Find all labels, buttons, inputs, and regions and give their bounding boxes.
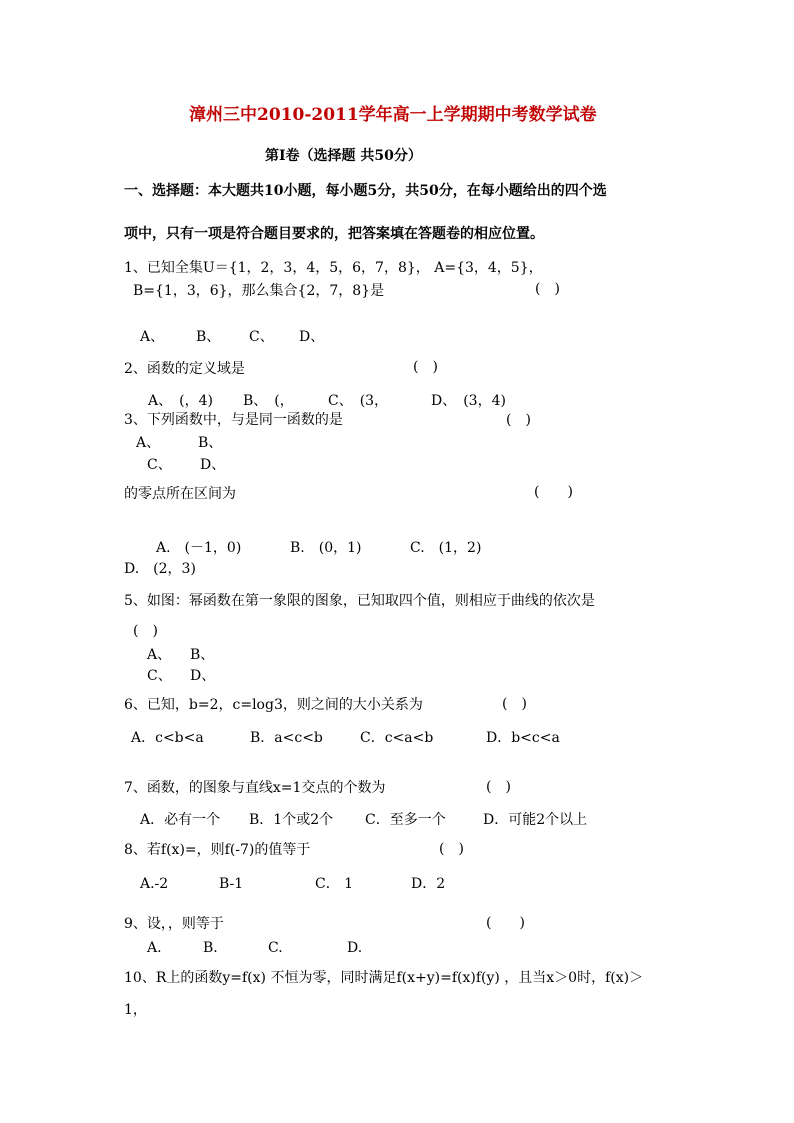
q2-option-b: B、 (， bbox=[243, 393, 294, 409]
q9-answer-blank: ( ) bbox=[486, 915, 525, 931]
q3-answer-blank: ( ) bbox=[506, 412, 531, 428]
q6-option-d: D．b<c<a bbox=[486, 730, 560, 746]
q4-option-b: B. (0，1) bbox=[290, 540, 362, 556]
q3-option-b: B、 bbox=[198, 435, 223, 451]
q3-option-a: A、 bbox=[136, 435, 161, 451]
q6-answer-blank: ( ) bbox=[502, 696, 527, 712]
q1-option-d: D、 bbox=[299, 329, 325, 345]
q5-option-b: B、 bbox=[190, 647, 215, 663]
exam-title: 漳州三中2010-2011学年高一上学期期中考数学试卷 bbox=[189, 105, 597, 125]
q9-option-d: D. bbox=[347, 940, 363, 956]
q7-option-a: A．必有一个 bbox=[140, 812, 221, 828]
q9-option-a: A. bbox=[147, 940, 162, 956]
q8-option-d: D．2 bbox=[411, 876, 446, 892]
q2-option-c: C、 (3， bbox=[328, 393, 389, 409]
q3-stem: 3、下列函数中，与是同一函数的是 bbox=[124, 412, 343, 428]
q5-stem: 5、如图：幂函数在第一象限的图象，已知取四个值，则相应于曲线的依次是 bbox=[124, 593, 595, 609]
q5-answer-blank: ( ) bbox=[133, 623, 158, 639]
q1-option-c: C、 bbox=[249, 329, 274, 345]
q4-answer-blank: ( ) bbox=[534, 484, 573, 500]
q6-stem: 6、已知，b=2，c=log3，则之间的大小关系为 bbox=[124, 697, 423, 713]
q7-stem: 7、函数，的图象与直线x=1交点的个数为 bbox=[124, 780, 386, 796]
q4-option-c: C. (1，2) bbox=[410, 540, 482, 556]
q9-option-c: C. bbox=[268, 940, 283, 956]
q5-option-d: D、 bbox=[190, 668, 216, 684]
q10-stem-line-1: 10、R上的函数y=f(x) 不恒为零，同时满足f(x+y)=f(x)f(y) ，且当x＞0时，f(x)＞ bbox=[124, 970, 644, 986]
q8-option-b: B-1 bbox=[219, 876, 244, 892]
q7-option-d: D．可能2个以上 bbox=[483, 812, 588, 828]
instructions-line-1: 一、选择题：本大题共10小题，每小题5分，共50分，在每小题给出的四个选 bbox=[124, 183, 607, 199]
q3-option-c: C、 bbox=[147, 457, 172, 473]
q9-option-b: B. bbox=[203, 940, 218, 956]
q4-stem: 的零点所在区间为 bbox=[124, 486, 236, 502]
q9-stem: 9、设，，则等于 bbox=[124, 916, 224, 932]
q1-stem-line-2: B={1，3，6}，那么集合{2，7，8}是 bbox=[133, 283, 385, 299]
q2-stem: 2、函数的定义域是 bbox=[124, 361, 245, 377]
section-heading: 第Ⅰ卷（选择题 共50分） bbox=[265, 148, 422, 164]
q8-stem: 8、若f(x)=，则f(-7)的值等于 bbox=[124, 842, 311, 858]
q8-answer-blank: ( ) bbox=[439, 841, 464, 857]
q5-option-a: A、 bbox=[147, 647, 172, 663]
q7-option-c: C．至多一个 bbox=[365, 812, 446, 828]
q6-option-a: A．c<b<a bbox=[131, 730, 204, 746]
q1-option-b: B、 bbox=[196, 329, 221, 345]
q6-option-c: C．c<a<b bbox=[360, 730, 434, 746]
q4-option-d: D. (2，3) bbox=[124, 561, 196, 577]
q1-option-a: A、 bbox=[140, 329, 165, 345]
q2-answer-blank: ( ) bbox=[413, 359, 438, 375]
q3-option-d: D、 bbox=[200, 457, 226, 473]
q1-answer-blank: ( ) bbox=[535, 281, 560, 297]
instructions-line-2: 项中，只有一项是符合题目要求的，把答案填在答题卷的相应位置。 bbox=[124, 226, 544, 242]
q4-option-a: A. (－1，0) bbox=[156, 540, 242, 556]
q2-option-d: D、 (3，4) bbox=[431, 393, 506, 409]
q8-option-a: A.-2 bbox=[140, 876, 169, 892]
q6-option-b: B．a<c<b bbox=[250, 730, 323, 746]
q10-stem-line-2: 1， bbox=[124, 1002, 147, 1018]
q1-stem-line-1: 1、已知全集U＝{1，2，3，4，5，6，7，8}， A={3，4，5}， bbox=[124, 260, 543, 276]
q5-option-c: C、 bbox=[147, 668, 172, 684]
q8-option-c: C． 1 bbox=[315, 876, 354, 892]
q7-answer-blank: ( ) bbox=[486, 779, 511, 795]
q7-option-b: B．1个或2个 bbox=[249, 812, 334, 828]
q2-option-a: A、 (，4) bbox=[148, 393, 213, 409]
